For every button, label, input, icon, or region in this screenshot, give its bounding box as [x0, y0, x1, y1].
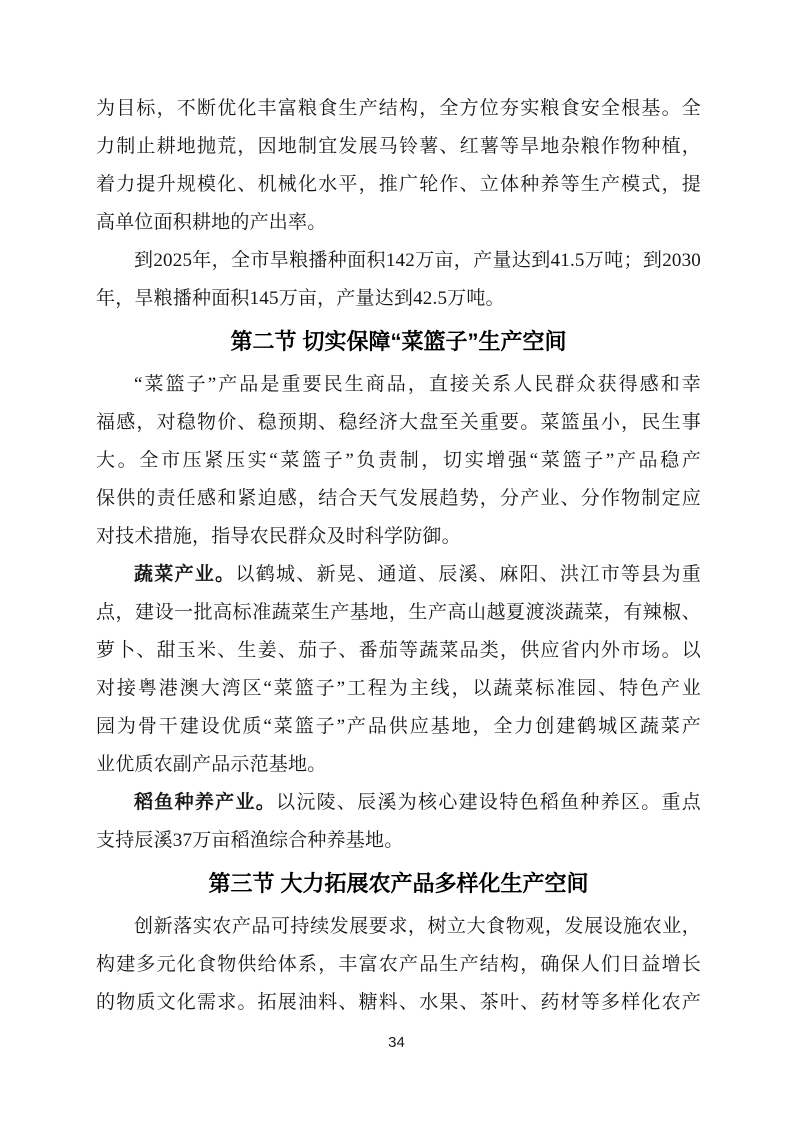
- page-number: 34: [388, 1034, 405, 1051]
- body-line: 的物质文化需求。拓展油料、糖料、水果、茶叶、药材等多样化农产: [96, 992, 701, 1013]
- body-line: 业优质农副产品示范基地。: [96, 754, 327, 775]
- section-heading: 第二节 切实保障“菜篮子”生产空间: [230, 329, 567, 354]
- body-line: 支持辰溪37万亩稻渔综合种养基地。: [96, 830, 404, 851]
- body-line: [96, 556, 701, 594]
- body-line: 福感，对稳物价、稳预期、稳经济大盘至关重要。菜篮虽小，民生事: [96, 412, 701, 433]
- body-line: 高单位面积耕地的产出率。: [96, 212, 327, 233]
- body-line: 萝卜、甜玉米、生姜、茄子、番茄等蔬菜品类，供应省内外市场。以: [96, 640, 701, 661]
- body-line: 为目标，不断优化丰富粮食生产结构，全方位夯实粮食安全根基。全: [96, 98, 701, 119]
- body-line: 保供的责任感和紧迫感，结合天气发展趋势，分产业、分作物制定应: [96, 488, 701, 509]
- body-line: 着力提升规模化、机械化水平，推广轮作、立体种养等生产模式，提: [96, 174, 701, 195]
- page-footer: [0, 1034, 793, 1052]
- body-line: 构建多元化食物供给体系，丰富农产品生产结构，确保人们日益增长: [96, 954, 701, 975]
- body-line: 大。全市压紧压实“菜篮子”负责制，切实增强“菜篮子”产品稳产: [96, 450, 701, 471]
- body-line: 创新落实农产品可持续发展要求，树立大食物观，发展设施农业，: [134, 916, 701, 937]
- body-line: 对技术措施，指导农民群众及时科学防御。: [96, 526, 461, 547]
- body-line-text: 以沅陵、辰溪为核心建设特色稻鱼种养区。重点: [276, 792, 702, 813]
- body-line: 力制止耕地抛荒，因地制宜发展马铃薯、红薯等旱地杂粮作物种植，: [96, 136, 701, 157]
- paragraph-lead: 稻鱼种养产业。: [134, 792, 277, 813]
- body-line-text: 以鹤城、新晃、通道、辰溪、麻阳、洪江市等县为重: [235, 564, 701, 585]
- body-line: 点，建设一批高标准蔬菜生产基地，生产高山越夏渡淡蔬菜，有辣椒、: [96, 602, 701, 623]
- body-line: 对接粤港澳大湾区“菜篮子”工程为主线，以蔬菜标准园、特色产业: [96, 678, 701, 699]
- body-line: 园为骨干建设优质“菜篮子”产品供应基地，全力创建鹤城区蔬菜产: [96, 716, 701, 737]
- paragraph-lead: 蔬菜产业。: [134, 564, 236, 585]
- body-line: [96, 784, 701, 822]
- section-heading: 第三节 大力拓展农产品多样化生产空间: [208, 871, 589, 896]
- body-line: “菜篮子”产品是重要民生商品，直接关系人民群众获得感和幸: [134, 374, 701, 395]
- document-body: [96, 90, 701, 1022]
- body-line: 到2025年，全市旱粮播种面积142万亩，产量达到41.5万吨；到2030: [134, 250, 701, 271]
- body-line: 年，旱粮播种面积145万亩，产量达到42.5万吨。: [96, 288, 505, 309]
